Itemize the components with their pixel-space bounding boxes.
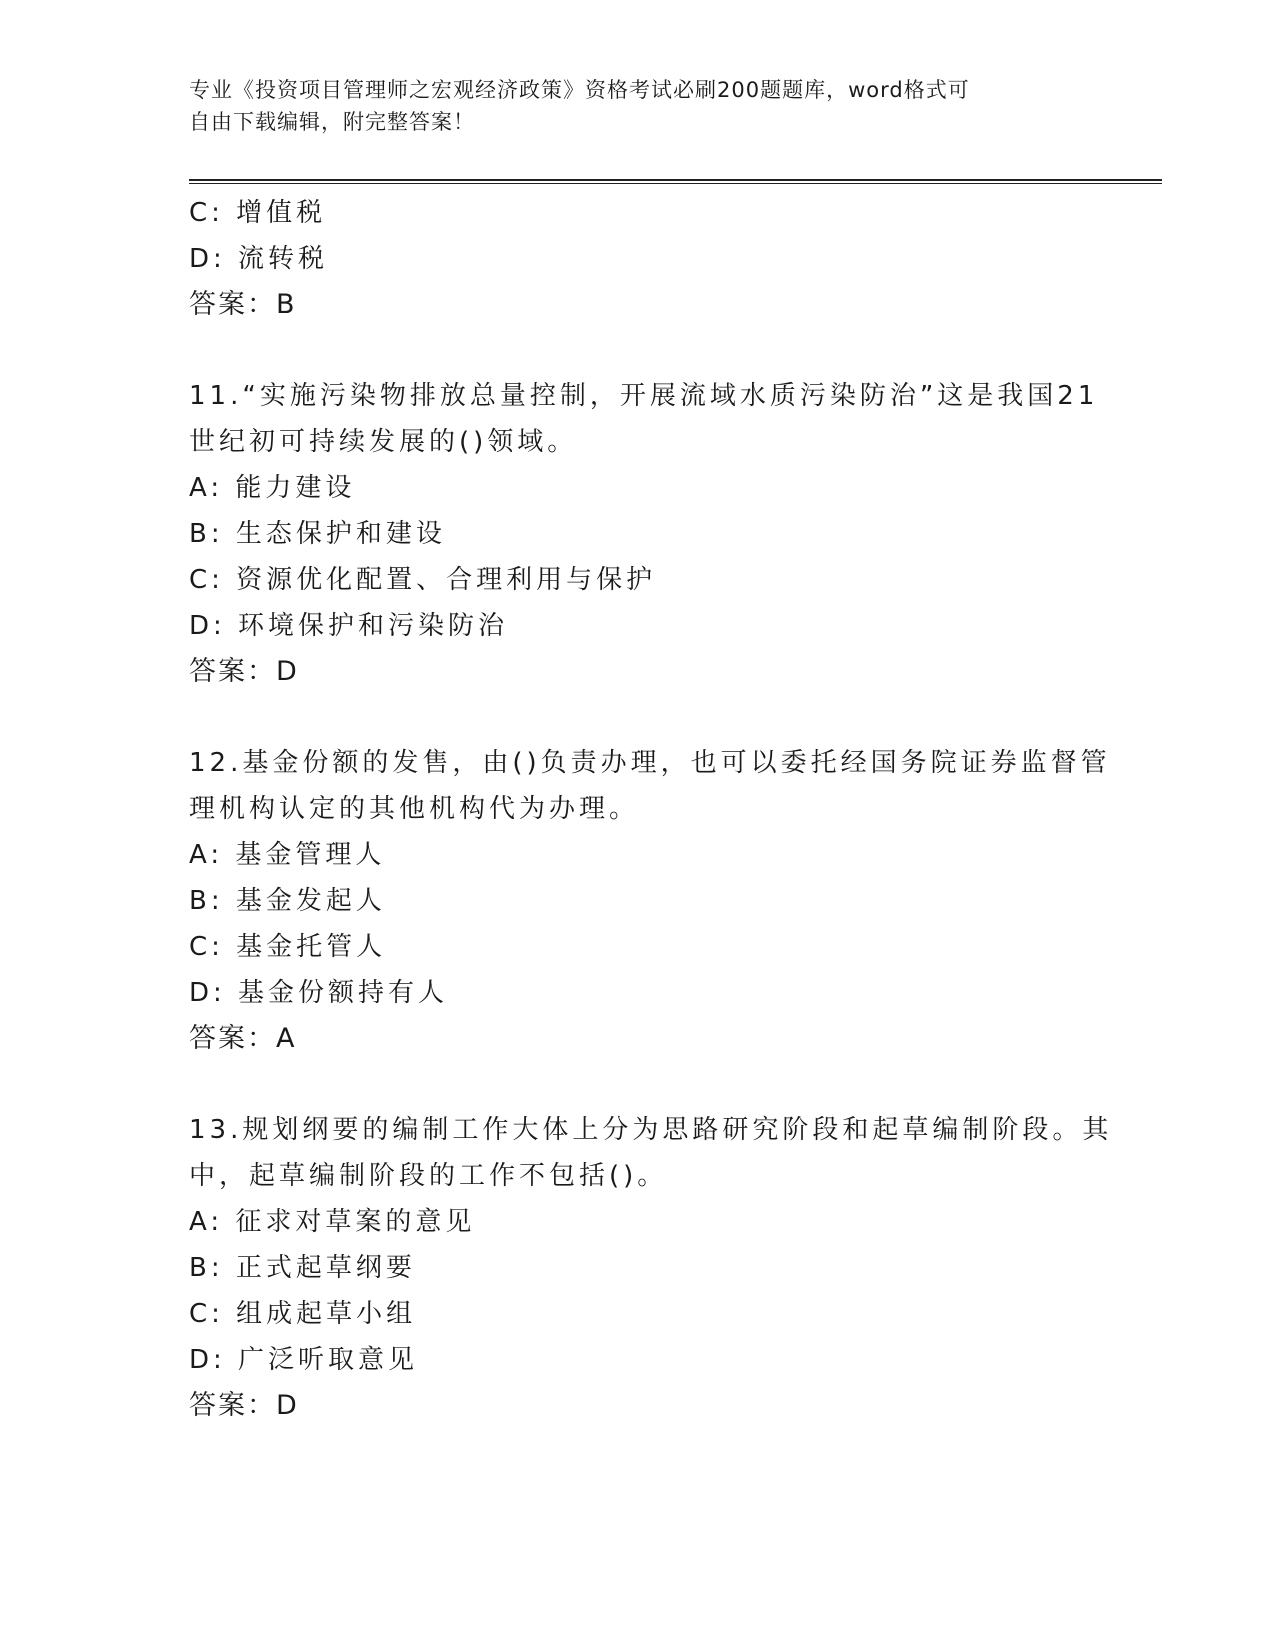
header-title-line-2: 自由下载编辑，附完整答案！: [189, 110, 475, 134]
option-b: B: 基金发起人: [189, 886, 386, 916]
question-11: [189, 373, 1099, 695]
header-divider-thick: [189, 179, 1162, 181]
option-b: B: 生态保护和建设: [189, 519, 446, 549]
question-13: [189, 1107, 1113, 1429]
option-a: A: 基金管理人: [189, 840, 386, 870]
question-12: [189, 740, 1111, 1062]
question-stem-line-2: 世纪初可持续发展的()领域。: [189, 427, 578, 457]
option-c: C: 组成起草小组: [189, 1299, 417, 1329]
question-stem-line-2: 理机构认定的其他机构代为办理。: [189, 794, 640, 824]
option-c: C: 基金托管人: [189, 932, 387, 962]
option-d: D: 流转税: [189, 244, 329, 274]
page-header: [189, 74, 1069, 138]
option-d: D: 广泛听取意见: [189, 1345, 419, 1375]
question-stem-line-1: 13.规划纲要的编制工作大体上分为思路研究阶段和起草编制阶段。其: [189, 1115, 1113, 1145]
answer-line: 答案：D: [189, 1390, 299, 1421]
question-10-continued: [189, 190, 1089, 328]
question-stem-line-1: 12.基金份额的发售，由()负责办理，也可以委托经国务院证券监督管: [189, 748, 1111, 778]
option-d: D: 基金份额持有人: [189, 978, 449, 1008]
question-list: [189, 190, 1113, 1429]
header-title-line-1: 专业《投资项目管理师之宏观经济政策》资格考试必刷200题题库，word格式可: [189, 78, 970, 102]
option-b: B: 正式起草纲要: [189, 1253, 416, 1283]
question-stem-line-1: 11.“实施污染物排放总量控制，开展流域水质污染防治”这是我国21: [189, 381, 1099, 411]
header-divider-thin: [189, 183, 1162, 184]
answer-line: 答案：A: [189, 1023, 297, 1054]
answer-line: 答案：D: [189, 656, 299, 687]
spacer: [189, 328, 1089, 373]
option-c: C: 资源优化配置、合理利用与保护: [189, 565, 657, 595]
spacer: [189, 1062, 1089, 1107]
option-c: C: 增值税: [189, 198, 327, 228]
question-stem-line-2: 中，起草编制阶段的工作不包括()。: [189, 1161, 668, 1191]
option-d: D: 环境保护和污染防治: [189, 611, 509, 641]
option-a: A: 征求对草案的意见: [189, 1207, 476, 1237]
answer-line: 答案：B: [189, 289, 297, 320]
spacer: [189, 695, 1089, 740]
option-a: A: 能力建设: [189, 473, 356, 503]
